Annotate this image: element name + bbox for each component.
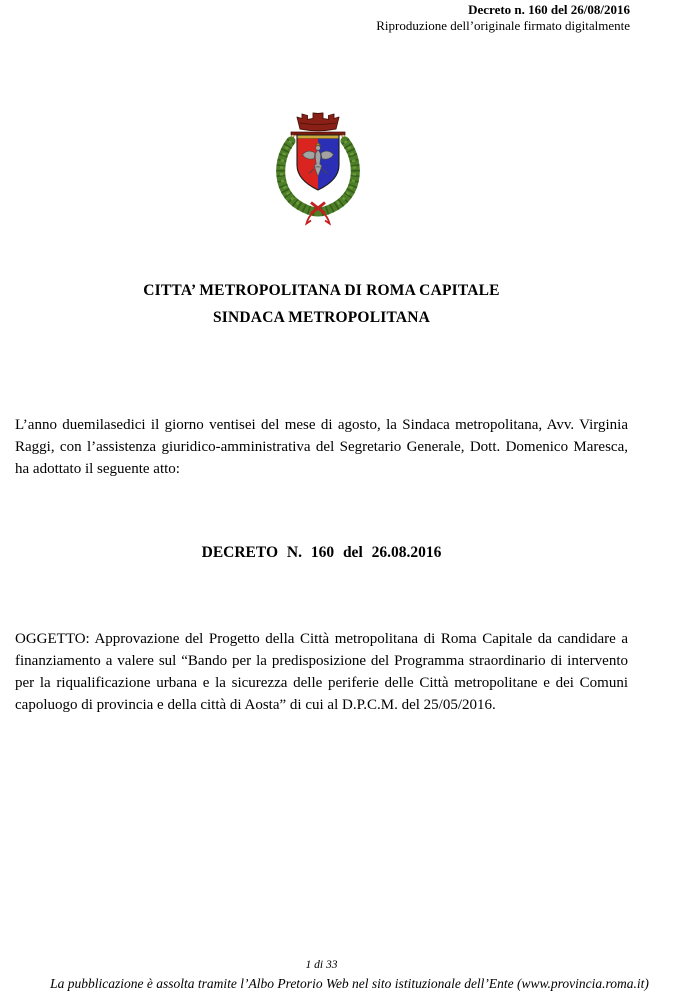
issuing-office: SINDACA METROPOLITANA: [212, 309, 431, 326]
subject-line: capoluogo di provincia e della città di Aosta” di cui al D.P.C.M. del 25/05/2016.: [15, 697, 496, 713]
preamble-line: L’anno duemilasedici il giorno ventisei del mese di agosto, la Sindaca metropolitana, Avv. Virginia: [15, 417, 628, 433]
publication-note: La pubblicazione è assolta tramite l’Albo Pretorio Web nel sito istituzionale dell’Ente (www.provincia.roma.it): [50, 976, 649, 991]
decree-heading: DECRETO N. 160 del 26.08.2016: [201, 544, 442, 561]
subject-line: OGGETTO: Approvazione del Progetto della Città metropolitana di Roma Capitale da candidare a: [15, 631, 628, 647]
decree-reference: Decreto n. 160 del 26/08/2016: [468, 2, 630, 17]
preamble-line: Raggi, con l’assistenza giuridico-amministrativa del Segretario Generale, Dott. Domenico Maresca,: [15, 439, 628, 455]
page-number: 1 di 33: [305, 959, 338, 971]
coat-of-arms-graphic: [272, 108, 364, 226]
institution-name: CITTA’ METROPOLITANA DI ROMA CAPITALE: [143, 282, 500, 299]
preamble-paragraph: [15, 414, 628, 480]
mural-crown-icon: [297, 113, 339, 131]
institution-title: [15, 277, 628, 331]
document-header: [376, 2, 630, 33]
subject-line: per la riqualificazione urbana e la sicurezza delle periferie delle Città metropolitane e dei Comuni: [15, 675, 628, 691]
subject-line: finanziamento a valere sul “Bando per la predisposizione del Programma straordinario di intervento: [15, 653, 628, 669]
reproduction-note: Riproduzione dell’originale firmato digitalmente: [376, 17, 630, 33]
subject-paragraph: [15, 628, 628, 716]
coat-of-arms: [272, 108, 364, 226]
preamble-line: ha adottato il seguente atto:: [15, 461, 180, 477]
